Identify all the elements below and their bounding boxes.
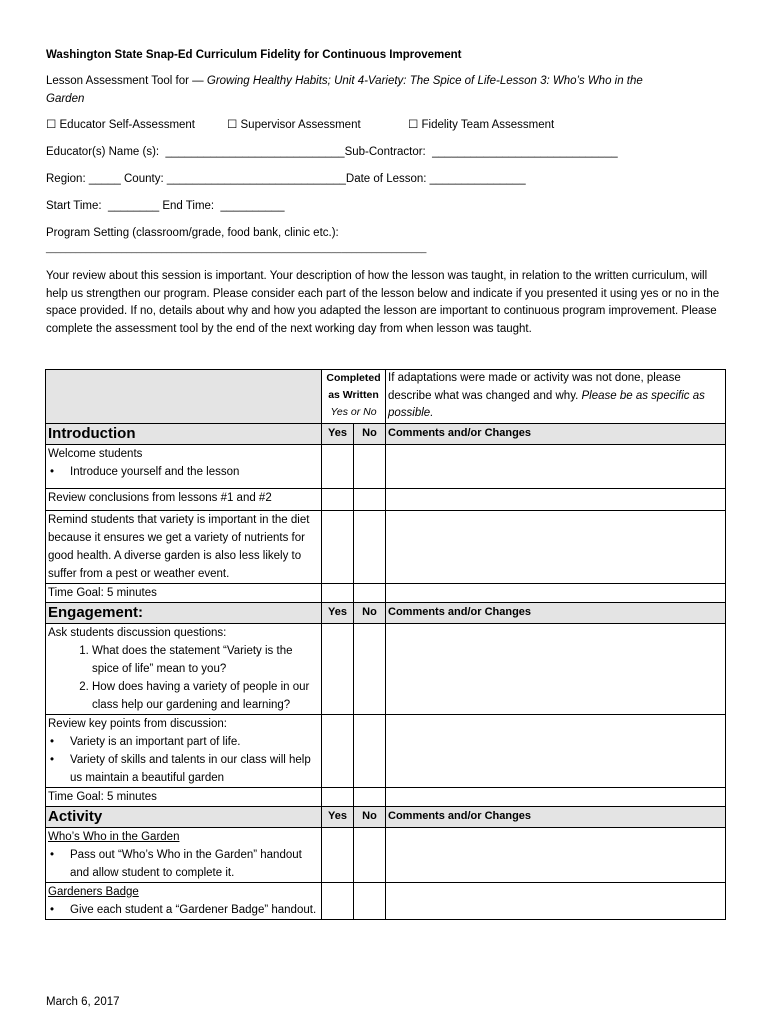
table-row <box>46 624 726 715</box>
educator-field[interactable]: Educator(s) Name (s): ____________________________Sub-Contractor: _____________________________ <box>46 146 618 158</box>
assessment-table <box>45 369 726 920</box>
completed-as-written-header: Completed as Written Yes or No <box>322 370 386 424</box>
comments-cell[interactable] <box>386 445 726 489</box>
yes-cell[interactable] <box>322 788 354 807</box>
tool-name: Growing Healthy Habits; Unit 4-Variety: The Spice of Life-Lesson 3: Who’s Who in the <box>206 75 643 87</box>
review-cell: Review conclusions from lessons #1 and #2 <box>46 489 322 511</box>
yes-cell[interactable] <box>322 584 354 603</box>
comments-label: Comments and/or Changes <box>386 603 726 624</box>
yes-cell[interactable] <box>322 624 354 715</box>
table-row <box>46 489 726 511</box>
tool-prefix: Lesson Assessment Tool for — <box>46 75 207 87</box>
document-title: Washington State Snap-Ed Curriculum Fidelity for Continuous Improvement <box>46 49 462 61</box>
yes-cell[interactable] <box>322 489 354 511</box>
comments-cell[interactable] <box>386 489 726 511</box>
comments-cell[interactable] <box>386 584 726 603</box>
program-setting-label: Program Setting (classroom/grade, food bank, clinic etc.): <box>46 227 339 239</box>
comments-label: Comments and/or Changes <box>386 807 726 828</box>
engagement-section-row <box>46 603 726 624</box>
welcome-cell: Welcome students • Introduce yourself and the lesson <box>46 445 322 489</box>
no-label: No <box>354 424 386 445</box>
no-cell[interactable] <box>354 788 386 807</box>
no-label: No <box>354 603 386 624</box>
fidelity-team-assessment-checkbox[interactable]: ☐ Fidelity Team Assessment <box>408 119 555 131</box>
assessment-type-options <box>46 116 726 134</box>
time-goal-cell: Time Goal: 5 minutes <box>46 788 322 807</box>
no-label: No <box>354 807 386 828</box>
yes-cell[interactable] <box>322 828 354 883</box>
no-cell[interactable] <box>354 489 386 511</box>
no-cell[interactable] <box>354 715 386 788</box>
yes-label: Yes <box>322 424 354 445</box>
activity-title: Activity <box>46 807 322 828</box>
lesson-tool-line <box>46 72 726 108</box>
no-cell[interactable] <box>354 511 386 584</box>
table-row <box>46 511 726 584</box>
program-setting-field[interactable]: ____________________________________________________________________________ <box>46 243 427 253</box>
header-blank-cell <box>46 370 322 424</box>
comments-label: Comments and/or Changes <box>386 424 726 445</box>
comments-cell[interactable] <box>386 715 726 788</box>
footer-date: March 6, 2017 <box>46 996 120 1008</box>
region-field[interactable]: Region: _____ County: ____________________________Date of Lesson: _______________ <box>46 173 526 185</box>
adaptations-header: If adaptations were made or activity was not done, please describe what was changed and why. Please be as specific as possible. <box>386 370 726 424</box>
document-page <box>46 46 726 338</box>
introduction-title: Introduction <box>46 424 322 445</box>
no-cell[interactable] <box>354 828 386 883</box>
activity-section-row <box>46 807 726 828</box>
yes-cell[interactable] <box>322 715 354 788</box>
table-row <box>46 883 726 920</box>
yes-label: Yes <box>322 807 354 828</box>
time-goal-cell: Time Goal: 5 minutes <box>46 584 322 603</box>
key-points-cell: Review key points from discussion: • Variety is an important part of life. • Variety of skills and talents in our class will help us maintain a beautiful garden <box>46 715 322 788</box>
yes-cell[interactable] <box>322 445 354 489</box>
table-row <box>46 584 726 603</box>
instructions-paragraph: Your review about this session is important. Your description of how the lesson was taught, in relation to the written curriculum, will help us strengthen our program. Please consider each part of the lesson below and indicate if you presented it using yes or no in the space provided. If no, details about why and how you adapted the lesson are important to continuous program improvement. Please complete the assessment tool by the end of the next working day from when lesson was taught. <box>46 270 720 335</box>
educator-self-assessment-checkbox[interactable]: ☐ Educator Self-Assessment <box>46 119 196 131</box>
no-cell[interactable] <box>354 584 386 603</box>
whos-who-cell: Who’s Who in the Garden • Pass out “Who’s Who in the Garden” handout and allow student to complete it. <box>46 828 322 883</box>
table-row <box>46 788 726 807</box>
supervisor-assessment-checkbox[interactable]: ☐ Supervisor Assessment <box>227 119 361 131</box>
gardeners-badge-cell: Gardeners Badge • Give each student a “Gardener Badge” handout. <box>46 883 322 920</box>
comments-cell[interactable] <box>386 511 726 584</box>
table-row <box>46 715 726 788</box>
comments-cell[interactable] <box>386 624 726 715</box>
comments-cell[interactable] <box>386 883 726 920</box>
yes-cell[interactable] <box>322 511 354 584</box>
table-row <box>46 828 726 883</box>
no-cell[interactable] <box>354 445 386 489</box>
discussion-questions-cell: Ask students discussion questions: 1. What does the statement “Variety is the spice of life” mean to you? 2. How does having a variety of people in our class help our gardening and learning? <box>46 624 322 715</box>
no-cell[interactable] <box>354 883 386 920</box>
yes-cell[interactable] <box>322 883 354 920</box>
yes-label: Yes <box>322 603 354 624</box>
comments-cell[interactable] <box>386 828 726 883</box>
engagement-title: Engagement: <box>46 603 322 624</box>
table-row <box>46 445 726 489</box>
tool-name-cont: Garden <box>46 93 85 105</box>
introduction-section-row <box>46 424 726 445</box>
comments-cell[interactable] <box>386 788 726 807</box>
no-cell[interactable] <box>354 624 386 715</box>
remind-cell: Remind students that variety is important in the diet because it ensures we get a variety of nutrients for good health. A diverse garden is also less likely to suffer from a pest or weather event. <box>46 511 322 584</box>
time-field[interactable]: Start Time: ________ End Time: __________ <box>46 200 285 212</box>
